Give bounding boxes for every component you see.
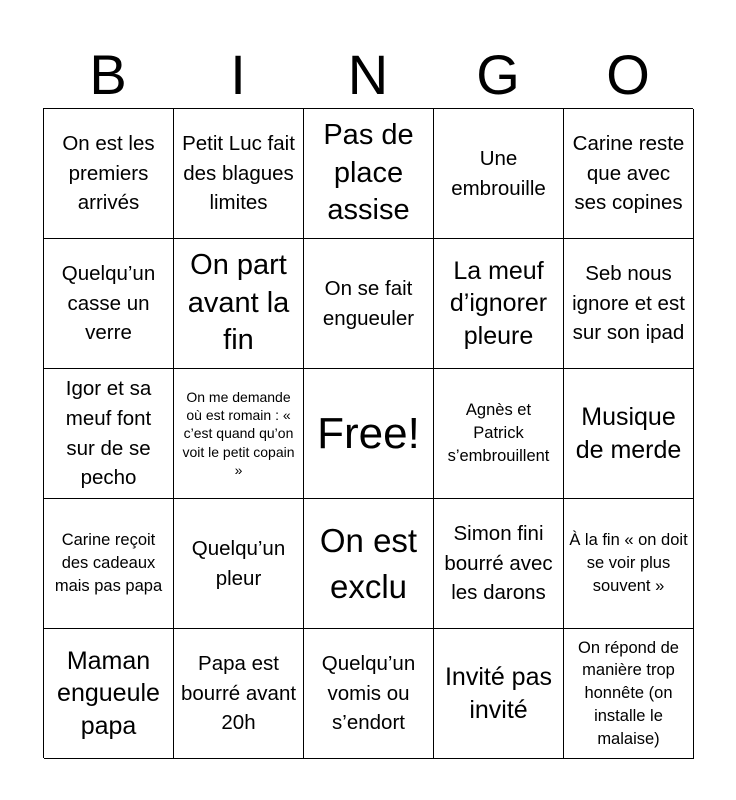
bingo-cell[interactable]: Quelqu’un casse un verre	[44, 239, 174, 369]
bingo-cell[interactable]: Quelqu’un vomis ou s’endort	[304, 629, 434, 759]
header-letter-o: O	[606, 42, 650, 106]
bingo-cell[interactable]: À la fin « on doit se voir plus souvent »	[564, 499, 694, 629]
header-letter-n: N	[347, 42, 389, 106]
bingo-cell[interactable]: Une embrouille	[434, 109, 564, 239]
bingo-cell[interactable]: Invité pas invité	[434, 629, 564, 759]
bingo-cell[interactable]: Petit Luc fait des blagues limites	[174, 109, 304, 239]
bingo-board	[43, 108, 693, 758]
bingo-cell[interactable]: On est les premiers arrivés	[44, 109, 174, 239]
bingo-cell[interactable]: On répond de manière trop honnête (on installe le malaise)	[564, 629, 694, 759]
bingo-cell[interactable]: On est exclu	[304, 499, 434, 629]
bingo-cell[interactable]: Carine reçoit des cadeaux mais pas papa	[44, 499, 174, 629]
header-letter-g: G	[476, 42, 520, 106]
bingo-cell[interactable]: Maman engueule papa	[44, 629, 174, 759]
bingo-header	[43, 40, 693, 108]
bingo-cell[interactable]: On me demande où est romain : « c’est quand qu’on voit le petit copain »	[174, 369, 304, 499]
bingo-cell[interactable]: Seb nous ignore et est sur son ipad	[564, 239, 694, 369]
header-letter-b: B	[89, 42, 127, 106]
header-letter-i: I	[230, 42, 246, 106]
bingo-cell[interactable]: Simon fini bourré avec les darons	[434, 499, 564, 629]
free-space[interactable]: Free!	[304, 369, 434, 499]
bingo-cell[interactable]: Papa est bourré avant 20h	[174, 629, 304, 759]
bingo-cell[interactable]: On part avant la fin	[174, 239, 304, 369]
bingo-cell[interactable]: On se fait engueuler	[304, 239, 434, 369]
bingo-cell[interactable]: Pas de place assise	[304, 109, 434, 239]
bingo-cell[interactable]: Agnès et Patrick s’embrouillent	[434, 369, 564, 499]
bingo-cell[interactable]: Musique de merde	[564, 369, 694, 499]
bingo-cell[interactable]: Quelqu’un pleur	[174, 499, 304, 629]
bingo-cell[interactable]: Carine reste que avec ses copines	[564, 109, 694, 239]
bingo-cell[interactable]: Igor et sa meuf font sur de se pecho	[44, 369, 174, 499]
bingo-cell[interactable]: La meuf d’ignorer pleure	[434, 239, 564, 369]
